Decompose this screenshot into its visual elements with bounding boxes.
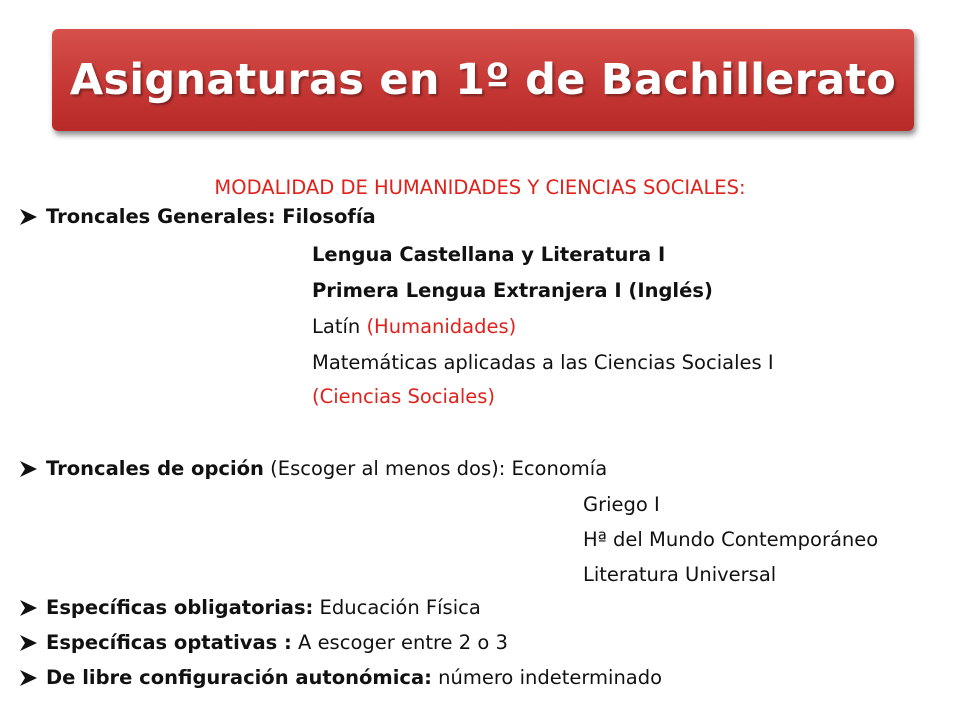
subject-matematicas: Matemáticas aplicadas a las Ciencias Sociales I	[312, 351, 774, 374]
troncales-generales-label: Troncales Generales:	[46, 205, 283, 228]
libre-configuracion-item	[46, 666, 662, 690]
arrow-bullet-icon	[17, 205, 39, 229]
arrow-bullet-icon	[17, 666, 39, 690]
especificas-optativas-label: Específicas optativas :	[46, 631, 292, 654]
subject-lengua: Lengua Castellana y Literatura I	[312, 243, 666, 266]
libre-configuracion-value: número indeterminado	[431, 666, 663, 689]
option-economia: Economía	[511, 457, 608, 480]
especificas-obligatorias-item	[46, 596, 481, 620]
troncales-generales-item	[46, 205, 376, 229]
slide-title: Asignaturas en 1º de Bachillerato	[69, 55, 897, 105]
especificas-obligatorias-label: Específicas obligatorias:	[46, 596, 314, 619]
especificas-obligatorias-value: Educación Física	[313, 596, 481, 619]
subject-matematicas-note: (Ciencias Sociales)	[312, 385, 496, 408]
subject-latin-line	[312, 315, 516, 339]
subject-latin-note: (Humanidades)	[366, 315, 517, 338]
troncales-opcion-label: Troncales de opción	[46, 457, 264, 480]
especificas-optativas-item	[46, 631, 508, 655]
subject-filosofia: Filosofía	[282, 205, 376, 228]
especificas-optativas-value: A escoger entre 2 o 3	[291, 631, 508, 654]
arrow-bullet-icon	[17, 631, 39, 655]
libre-configuracion-label: De libre configuración autonómica:	[46, 666, 432, 689]
option-literatura-universal: Literatura Universal	[583, 563, 777, 586]
title-banner	[52, 29, 914, 131]
subject-latin: Latín	[312, 315, 367, 338]
arrow-bullet-icon	[17, 457, 39, 481]
subject-ingles: Primera Lengua Extranjera I (Inglés)	[312, 279, 713, 302]
option-historia: Hª del Mundo Contemporáneo	[583, 528, 879, 551]
arrow-bullet-icon	[17, 596, 39, 620]
troncales-opcion-note: (Escoger al menos dos):	[263, 457, 512, 480]
option-griego: Griego I	[583, 493, 660, 516]
troncales-opcion-item	[46, 457, 607, 481]
modality-heading: MODALIDAD DE HUMANIDADES Y CIENCIAS SOCIALES:	[214, 176, 746, 199]
